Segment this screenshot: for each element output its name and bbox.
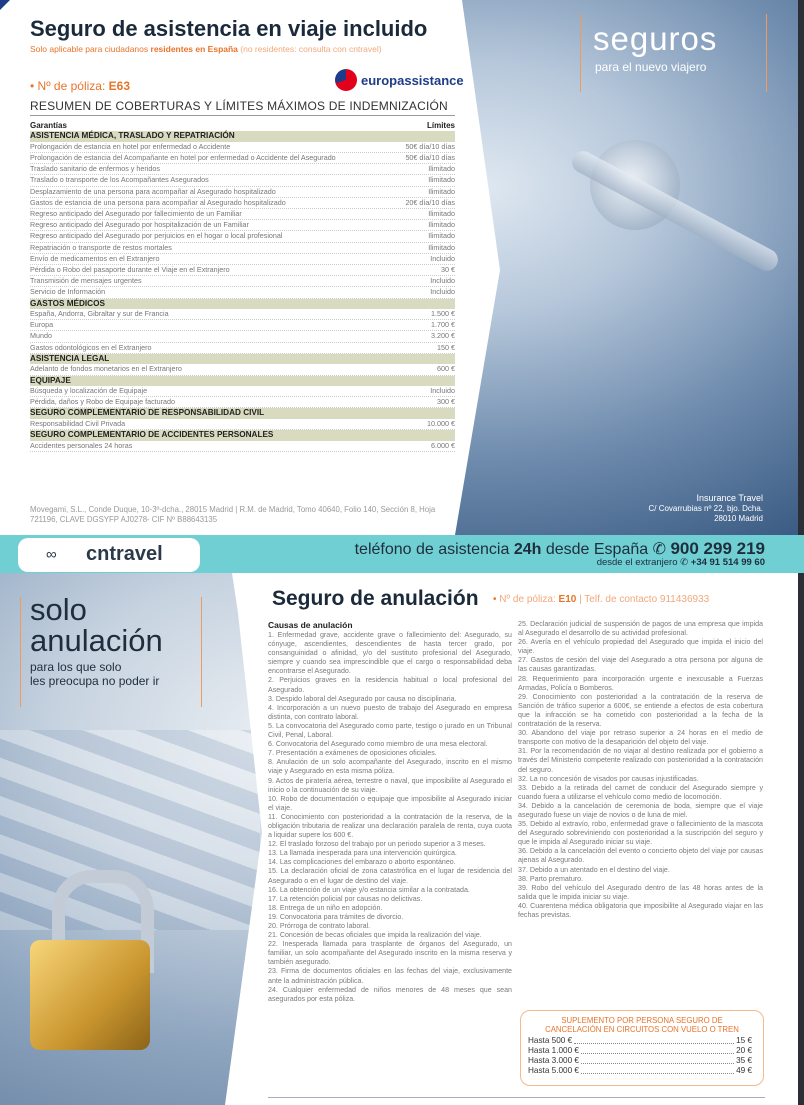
tel-mid: desde España (541, 541, 653, 558)
assistance-phone (335, 539, 765, 559)
coverage-guarantee: EQUIPAJE (30, 375, 71, 385)
insurance-addr1: C/ Covarrubias nº 22, bjo. Dcha. (648, 503, 763, 513)
coverage-limit: Ilimitado (428, 220, 455, 230)
dotted-leader (581, 1066, 734, 1074)
cancellation-cause: 27. Gastos de cesión del viaje del Asegurado a otra persona por alguna de las causas garantizadas. (518, 656, 763, 674)
europassistance-logo-text: europassistance (361, 73, 464, 88)
coverage-row (30, 309, 455, 320)
coverage-guarantee: Pérdida, daños y Robo de Equipaje facturado (30, 397, 176, 407)
coverage-guarantee: Gastos de estancia de una persona para acompañar al Asegurado hospitalizado (30, 197, 286, 207)
insurance-address (560, 493, 763, 525)
cancellation-cause: 37. Debido a un atentado en el destino del viaje. (518, 865, 670, 874)
seguros-title: seguros (593, 20, 718, 57)
coverage-limit: 50€ día/10 días (405, 152, 455, 162)
coverage-limit (449, 430, 455, 441)
cancellation-cause: 32. La no concesión de visados por causas injustificadas. (518, 774, 699, 783)
tel-number[interactable]: 900 299 219 (670, 539, 765, 558)
tel-24h: 24h (513, 541, 542, 558)
coverage-limit: Incluido (430, 253, 455, 263)
coverage-guarantee: Repatriación o transporte de restos mortales (30, 242, 172, 252)
cancellation-cause: 21. Concesión de becas oficiales que impida la realización del viaje. (268, 931, 482, 940)
europassistance-logo (335, 68, 464, 94)
cancellation-cause: 20. Prórroga de contrato laboral. (268, 922, 371, 930)
cancellation-cause: 11. Conocimiento con posterioridad a la contratación de la reserva, de la obligación tributaria de realizar una declaración paralela de renta, cuya cuota a liquidar supere los 600 €. (268, 812, 512, 840)
coverage-limit: 50€ día/10 días (405, 141, 455, 151)
applicability-b: residentes en España (150, 44, 238, 54)
coverage-section-header (30, 131, 455, 142)
cancellation-cause: 33. Debido a la retirada del carnet de conducir del Asegurado siempre y cuando fuera a utilizarse el vehículo como medio de locomoción. (518, 783, 763, 801)
coverage-row (30, 343, 455, 354)
coverage-row (30, 187, 455, 198)
coverage-row (30, 231, 455, 242)
coverage-limit: 150 € (437, 342, 455, 352)
coverage-row (30, 220, 455, 231)
coverage-section-header (30, 299, 455, 310)
cntravel-logo-text: cntravel (86, 543, 163, 565)
coverage-limit: 20€ día/10 días (405, 197, 455, 207)
cntravel-logo-icon: ∞ (46, 546, 57, 563)
coverage-guarantee: Gastos odontológicos en el Extranjero (30, 342, 152, 352)
coverage-guarantee: Búsqueda y localización de Equipaje (30, 386, 148, 396)
coverage-row (30, 397, 455, 408)
tel2-number[interactable]: +34 91 514 99 60 (690, 557, 765, 568)
europassistance-logo-icon (335, 69, 357, 91)
coverage-limit: 10.000 € (427, 418, 455, 428)
cancellation-policy-info (493, 594, 709, 605)
seguros-subtitle: para el nuevo viajero (595, 60, 707, 74)
coverage-guarantee: Adelanto de fondos monetarios en el Extranjero (30, 364, 182, 374)
coverage-limit: 600 € (437, 364, 455, 374)
abroad-phone (420, 557, 765, 568)
coverage-limit: 300 € (437, 397, 455, 407)
phone-icon: ✆ (652, 541, 671, 558)
cancellation-cause: 24. Cualquier enfermedad de niños menores de 48 meses que sean asegurados por esta póliza. (268, 985, 512, 1003)
coverage-limit (449, 376, 455, 387)
supplement-price: 20 € (736, 1046, 752, 1055)
solo-heading-line1: solo (30, 592, 87, 627)
cancellation-cause: 13. La llamada inesperada para una intervención quirúrgica. (268, 849, 457, 858)
solo-heading-line2: anulación (30, 623, 163, 658)
phone-icon-small: ✆ (680, 557, 691, 568)
cancellation-cause: 1. Enfermedad grave, accidente grave o fallecimiento del: Asegurado, su cónyuge, ascendientes, descendientes de hasta tercer grado, por consanguinidad o afinidad, y/o del sustituto profesional del Asegurado, siempre y cuando sea imprescindible que el cargo o responsabilidad deba encontrarse el Asegurado. (268, 631, 512, 676)
policy-number (30, 79, 130, 93)
col-garantias: Garantías (30, 121, 67, 130)
coverage-row (30, 287, 455, 298)
cancellation-cause: 23. Firma de documentos oficiales en las fechas del viaje, exclusivamente ante la administración pública. (268, 967, 512, 985)
coverage-limit (449, 131, 455, 142)
coverage-guarantee: ASISTENCIA MÉDICA, TRASLADO Y REPATRIACIÓN (30, 131, 235, 141)
coverage-row (30, 175, 455, 186)
coverage-guarantee: Accidentes personales 24 horas (30, 440, 133, 450)
cancellation-insurance-title: Seguro de anulación (272, 587, 479, 610)
cancellation-cause: 30. Abandono del viaje por retraso superior a 24 horas en el medio de transporte con motivo de la desaparición del objeto del viaje. (518, 729, 763, 747)
cancellation-cause: 16. La obtención de un viaje y/o estancia similar a la contratada. (268, 885, 470, 894)
coverage-guarantee: Responsabilidad Civil Privada (30, 418, 126, 428)
coverage-row (30, 331, 455, 342)
coverage-limit: Ilimitado (428, 242, 455, 252)
supplement-range: Hasta 5.000 € (528, 1066, 579, 1075)
supplement-row (528, 1036, 752, 1046)
cancellation-cause: 2. Perjuicios graves en la residencia habitual o local profesional del Asegurado. (268, 676, 512, 694)
coverage-row (30, 320, 455, 331)
coverage-row (30, 209, 455, 220)
coverage-section-header (30, 354, 455, 365)
policy-label: Nº de póliza: (37, 79, 109, 93)
coverage-limit (449, 299, 455, 310)
padlock-image (30, 940, 150, 1050)
coverage-table-header (30, 121, 455, 131)
col-limites: Límites (426, 121, 455, 130)
supplement-title-line1: SUPLEMENTO POR PERSONA SEGURO DE (561, 1016, 723, 1025)
coverage-limit: Ilimitado (428, 231, 455, 241)
coverage-row (30, 142, 455, 153)
coverage-guarantee: Prolongación de estancia del Acompañante en hotel por enfermedad o Accidente del Asegurado (30, 152, 336, 162)
coverage-guarantee: Traslado o transporte de los Acompañantes Asegurados (30, 175, 209, 185)
travel-insurance-title: Seguro de asistencia en viaje incluido (30, 16, 428, 41)
coverage-limit (449, 408, 455, 419)
coverage-section-header (30, 376, 455, 387)
coverage-section-header (30, 408, 455, 419)
coverage-limit: 1.500 € (431, 309, 455, 319)
coverage-limit: Ilimitado (428, 208, 455, 218)
cancellation-cause: 28. Requerimiento para incorporación urgente e inexcusable a Fuerzas Armadas, Policía o Bomberos. (518, 674, 763, 692)
coverage-guarantee: Regreso anticipado del Asegurado por hospitalización de un Familiar (30, 220, 249, 230)
cancellation-cause: 25. Declaración judicial de suspensión de pagos de una empresa que impida al Asegurado el desarrollo de su actividad profesional. (518, 620, 763, 638)
applicability-c: (no residentes: consulta con cntravel) (237, 44, 382, 54)
dotted-leader (581, 1056, 734, 1064)
cancellation-cause: 22. Inesperada llamada para trasplante de órganos del Asegurado, un familiar, un solo acompañante del Asegurado inscrito en la misma reserva y también asegurado. (268, 940, 512, 967)
cancellation-cause: 29. Conocimiento con posterioridad a la contratación de la reserva de Sanción de tráfico superior a 600€, se entiende a efectos de esta cobertura que la infracción se ha cometido con posterioridad a la fecha de la contratación de la reserva. (518, 692, 763, 729)
coverage-limit: Incluido (430, 276, 455, 286)
cancellation-cause: 40. Cuarentena médica obligatoria que imposibilite al Asegurado viajar en las fechas previstas. (518, 901, 763, 919)
cancellation-cause: 9. Actos de piratería aérea, terrestre o naval, que imposibilite al Asegurado el inicio o la continuación de su viaje. (268, 776, 512, 794)
cancellation-cause: 6. Convocatoria del Asegurado como miembro de una mesa electoral. (268, 740, 488, 749)
coverage-guarantee: Envío de medicamentos en el Extranjero (30, 253, 160, 263)
dotted-leader (581, 1046, 734, 1054)
supplement-row (528, 1056, 752, 1066)
solo-tagline-line2: les preocupa no poder ir (30, 674, 160, 688)
coverage-limit (449, 354, 455, 365)
coverage-guarantee: Mundo (30, 331, 52, 341)
cancel-policy-label: Nº de póliza: (499, 594, 559, 605)
cancellation-cause: 17. La retención policial por causas no delictivas. (268, 894, 423, 903)
coverage-guarantee: Transmisión de mensajes urgentes (30, 276, 142, 286)
solo-tagline-line1: para los que solo (30, 660, 122, 674)
coverage-guarantee: España, Andorra, Gibraltar y sur de Francia (30, 309, 169, 319)
coverage-guarantee: Prolongación de estancia en hotel por enfermedad o Accidente (30, 141, 231, 151)
coverage-guarantee: Servicio de Información (30, 287, 106, 297)
coverage-row (30, 419, 455, 430)
supplement-row (528, 1066, 752, 1076)
cancellation-cause: 26. Avería en el vehículo propiedad del Asegurado que impida el inicio del viaje. (518, 638, 763, 656)
coverage-row (30, 265, 455, 276)
cancellation-cause: 31. Por la recomendación de no viajar al destino realizada por el gobierno a través del Ministerio competente realizado con posterioridad a la contratación del seguro. (518, 747, 763, 774)
coverage-row (30, 276, 455, 287)
coverage-summary-heading: RESUMEN DE COBERTURAS Y LÍMITES MÁXIMOS DE INDEMNIZACIÓN (30, 99, 455, 116)
cancellation-cause: 34. Debido a la cancelación de ceremonia de boda, siempre que el viaje asegurado fuese un viaje de novios o de luna de miel. (518, 801, 763, 819)
bullet-icon-2: • (493, 594, 500, 605)
corner-marker (0, 0, 10, 10)
coverage-row (30, 164, 455, 175)
coverage-guarantee: Desplazamiento de una persona para acompañar al Asegurado hospitalizado (30, 186, 276, 196)
coverage-guarantee: Regreso anticipado del Asegurado por perjuicios en el hogar o local profesional (30, 231, 283, 241)
supplement-price: 35 € (736, 1056, 752, 1065)
cancellation-cause: 12. El traslado forzoso del trabajo por un periodo superior a 3 meses. (268, 840, 486, 849)
supplement-price-list (528, 1036, 752, 1076)
cancellation-cause: 38. Parto prematuro. (518, 874, 584, 883)
cancellation-cause: 39. Robo del vehículo del Asegurado dentro de las 48 horas antes de la salida que le impida iniciar su viaje. (518, 883, 763, 901)
insurance-addr2: 28010 Madrid (714, 514, 763, 523)
coverage-limit: Ilimitado (428, 175, 455, 185)
bullet-icon: • (30, 79, 38, 93)
company-footnote: Movegami, S.L., Conde Duque, 10-3º-dcha., 28015 Madrid | R.M. de Madrid, Tomo 40640, Folio 140, Sección 8, Hoja 721196, CLAVE DGSYFP AJ0278- CIF Nº B88643135 (30, 505, 436, 524)
coverage-row (30, 243, 455, 254)
supplement-range: Hasta 500 € (528, 1036, 573, 1045)
coverage-row (30, 364, 455, 375)
coverage-guarantee: ASISTENCIA LEGAL (30, 353, 110, 363)
coverage-row (30, 198, 455, 209)
supplement-price: 49 € (736, 1066, 752, 1075)
cancellation-cause: 19. Convocatoria para trámites de divorcio. (268, 912, 404, 921)
cancellation-cause: 15. La declaración oficial de zona catastrófica en el lugar de residencia del Asegurado o en el lugar de destino del viaje. (268, 867, 512, 885)
cancellation-cause: 10. Robo de documentación o equipaje que imposibilite al Asegurado iniciar el viaje. (268, 794, 512, 812)
policy-value: E63 (108, 79, 130, 93)
coverage-guarantee: Traslado sanitario de enfermos y heridos (30, 164, 160, 174)
coverage-row (30, 441, 455, 452)
divider (268, 1097, 765, 1098)
coverage-limit: 1.700 € (431, 320, 455, 330)
coverage-limit: Incluido (430, 386, 455, 396)
coverage-limit: Incluido (430, 287, 455, 297)
coverage-guarantee: SEGURO COMPLEMENTARIO DE ACCIDENTES PERSONALES (30, 430, 274, 440)
coverage-section-header (30, 430, 455, 441)
coverage-row (30, 386, 455, 397)
cancel-policy-value: E10 (558, 594, 577, 605)
coverage-guarantee: GASTOS MÉDICOS (30, 298, 105, 308)
dotted-leader (574, 1036, 734, 1044)
coverage-guarantee: Europa (30, 320, 54, 330)
coverage-limit: 30 € (441, 264, 455, 274)
cancel-contact: | Telf. de contacto 911436933 (576, 594, 710, 605)
cancellation-cause: 3. Despido laboral del Asegurado por causa no disciplinaria. (268, 694, 457, 703)
coverage-guarantee: Pérdida o Robo del pasaporte durante el Viaje en el Extranjero (30, 264, 230, 274)
cancellation-cause: 8. Anulación de un solo acompañante del Asegurado, inscrito en el mismo viaje y Asegurado en esta misma póliza. (268, 758, 512, 776)
coverage-limit: 3.200 € (431, 331, 455, 341)
insurance-name: Insurance Travel (696, 493, 763, 503)
supplement-price: 15 € (736, 1036, 752, 1045)
cancellation-cause: 5. La convocatoria del Asegurado como parte, testigo o jurado en un Tribunal Civil, Penal, Laboral. (268, 721, 512, 740)
causes-column-2 (518, 620, 763, 920)
cancellation-cause: 18. Entrega de un niño en adopción. (268, 903, 383, 912)
cancellation-cause: 14. Las complicaciones del embarazo o aborto espontáneo. (268, 858, 456, 867)
coverage-guarantee: Regreso anticipado del Asegurado por fallecimiento de un Familiar (30, 208, 242, 218)
cancellation-cause: 36. Debido a la cancelación del evento o concierto objeto del viaje por causas ajenas al Asegurado. (518, 847, 763, 865)
cancellation-cause: 35. Debido al extravío, robo, enfermedad grave o fallecimiento de la mascota del Asegurado sobreviniendo con posterioridad a la suscripción del seguro y que le impida al Asegurado iniciar su viaje. (518, 820, 763, 847)
coverage-table (30, 121, 455, 452)
coverage-limit: Ilimitado (428, 186, 455, 196)
tel2-pre: desde el extranjero (596, 557, 681, 568)
supplement-range: Hasta 1.000 € (528, 1046, 579, 1055)
applicability-a: Solo aplicable para ciudadanos (30, 44, 151, 54)
tel-pre: teléfono de asistencia (354, 541, 514, 558)
coverage-row (30, 153, 455, 164)
causes-title: Causas de anulación (268, 620, 353, 630)
coverage-limit: Ilimitado (428, 164, 455, 174)
coverage-guarantee: SEGURO COMPLEMENTARIO DE RESPONSABILIDAD CIVIL (30, 408, 265, 418)
cancellation-cause: 7. Presentación a exámenes de oposiciones oficiales. (268, 749, 437, 758)
coverage-limit: 6.000 € (431, 440, 455, 450)
supplement-range: Hasta 3.000 € (528, 1056, 579, 1065)
supplement-row (528, 1046, 752, 1056)
causes-column-1 (268, 620, 512, 1004)
cancellation-cause: 4. Incorporación a un nuevo puesto de trabajo del Asegurado en empresa distinta, con contrato laboral. (268, 703, 512, 721)
supplement-title-line2: CANCELACIÓN EN CIRCUITOS CON VUELO O TREN (545, 1025, 739, 1034)
coverage-row (30, 254, 455, 265)
applicability-note (30, 44, 382, 54)
